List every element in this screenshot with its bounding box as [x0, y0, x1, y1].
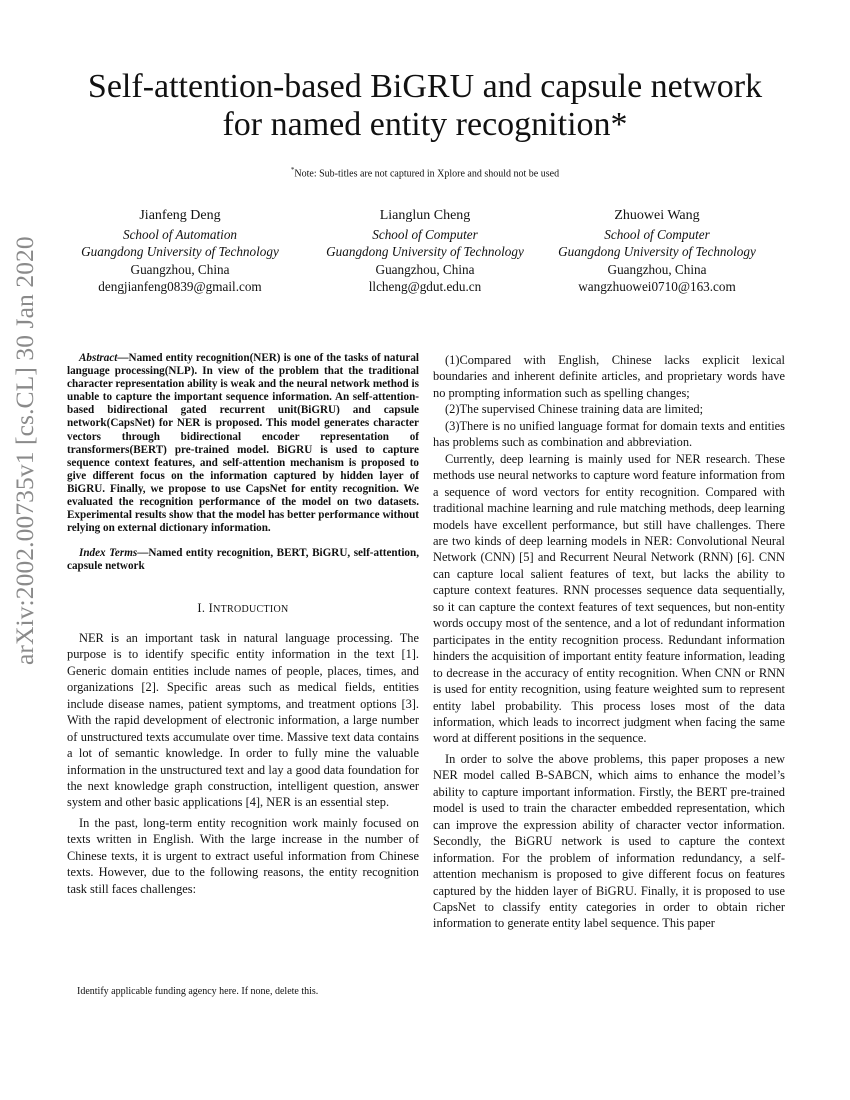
author-3: [537, 207, 777, 296]
paragraph: (1)Compared with English, Chinese lacks explicit lexical boundaries and inherent definite articles, and proprietary words have no prompting information such as spelling changes;: [433, 353, 785, 400]
funding-footnote: Identify applicable funding agency here. If none, delete this.: [77, 986, 319, 997]
paragraph: In order to solve the above problems, this paper proposes a new NER model called B-SABCN, which aims to enhance the model’s ability to capture important information. Firstly, the BERT pre-trained model is used to train the character embedded representation, which can improve the expression ability of character vector information. Secondly, the BiGRU network is used to capture the context information. For the problem of information redundancy, a self-attention mechanism is proposed to give different focus on features captured by the hidden layer of BiGRU. Finally, it is proposed to use CapsNet to classify entity categories in order to obtain richer information to generate entity label sequence. This paper: [433, 751, 785, 931]
index-terms: [67, 547, 419, 573]
author-dept: School of Automation: [122, 226, 238, 242]
note-text: Note: Sub-titles are not captured in Xplore and should not be used: [294, 168, 560, 180]
paragraph: Currently, deep learning is mainly used for NER research. These methods use neural networks to capture word feature information from a sequence of word vectors for entity recognition. Compared with traditional machine learning and rule matching methods, deep learning models have excellent performance, but still have challenges. There are two kinds of deep learning models in NER: Convolutional Neural Network (CNN) [5] and Recurrent Neural Network (RNN) [6]. CNN can capture local salient features of text, but lacks the ability to capture context features. RNN processes sequence data sequentially, so it can capture the context features of text sequences, but non-entity words occupy most of the sentence, and a lot of redundant information participates in the entity recognition process. Redundant information hinders the acquisition of important entity feature information, leading to decrease in the accuracy of entity recognition. When CNN or RNN is used for entity recognition, using feature weighted sum to represent entity label probability. This process loses most of the data information, which leads to incorrect judgment when facing the same word at different positions in the sequence.: [433, 451, 785, 746]
author-1: [60, 207, 300, 296]
section-numeral: I.: [197, 600, 209, 615]
paragraph: In the past, long-term entity recognition work mainly focused on texts written in English. With the large increase in the number of Chinese texts, it is urgent to extract useful information from Chinese texts. However, due to the following reasons, the entity recognition task still faces challenges:: [67, 815, 419, 896]
author-univ: Guangdong University of Technology: [81, 244, 279, 260]
author-dept: School of Computer: [372, 226, 478, 242]
author-name: Jianfeng Deng: [139, 208, 221, 223]
title-line-2: for named entity recognition*: [222, 106, 628, 143]
author-name: Lianglun Cheng: [379, 208, 471, 223]
paragraph: (2)The supervised Chinese training data are limited;: [445, 402, 704, 417]
author-name: Zhuowei Wang: [614, 208, 700, 223]
right-column: [433, 352, 785, 932]
paragraph: NER is an important task in natural language processing. The purpose is to identify specific entity information in the text [1]. Generic domain entities include names of people, places, times, and organizations [2]. Specific areas such as medical fields, entities include disease names, patient symptoms, and treatment options [3]. With the rapid development of electronic information, a large number of unstructured texts accumulate over time. Massive text data contains a lot of semantic knowledge. In order to fully mine the valuable information in the unstructured text and lay a good data foundation for the next knowledge graph construction, intelligent question, answer system and other basic applications [4], NER is an essential step.: [67, 630, 419, 810]
index-terms-text: —Named entity recognition, BERT, BiGRU, self-attention, capsule network: [67, 547, 419, 573]
paper-title: [0, 68, 850, 144]
author-city: Guangzhou, China: [375, 261, 475, 277]
author-univ: Guangdong University of Technology: [558, 244, 756, 260]
author-email: llcheng@gdut.edu.cn: [368, 279, 482, 295]
paragraph: (3)There is no unified language format for domain texts and entities has problems such as combination and abbreviation.: [433, 418, 785, 450]
subtitle-note: [0, 166, 850, 179]
title-line-1: Self-attention-based BiGRU and capsule network: [87, 68, 763, 105]
note-marker: *: [290, 166, 295, 174]
author-dept: School of Computer: [604, 226, 710, 242]
author-email: dengjianfeng0839@gmail.com: [98, 279, 262, 295]
author-city: Guangzhou, China: [607, 261, 707, 277]
abstract: [67, 352, 419, 535]
author-city: Guangzhou, China: [130, 261, 230, 277]
author-2: [305, 207, 545, 296]
abstract-label: Abstract: [79, 352, 118, 364]
left-column: [67, 352, 419, 897]
section-title-rest: NTRODUCTION: [213, 603, 289, 615]
abstract-text: —Named entity recognition(NER) is one of the tasks of natural language processing(NLP). In view of the problem that the traditional character representation ability is weak and the neural network method is unable to capture the important sequence information. An self-attention-based bidirectional gated recurrent unit(BiGRU) and capsule network(CapsNet) for NER is proposed. This model generates character vectors through bidirectional encoder representation of transformers(BERT) pre-trained model. BiGRU is used to capture sequence context features, and self-attention mechanism is proposed to give different focus on the information captured by hidden layer of BiGRU. Finally, we propose to use CapsNet for entity recognition. We evaluated the recognition performance of the model on two datasets. Experimental results show that the model has better performance without relying on external dictionary information.: [67, 352, 419, 535]
author-email: wangzhuowei0710@163.com: [578, 279, 736, 295]
author-univ: Guangdong University of Technology: [326, 244, 524, 260]
arxiv-identifier: arXiv:2002.00735v1 [cs.CL] 30 Jan 2020: [10, 236, 39, 665]
author-block: [60, 207, 790, 297]
section-initial: I: [208, 600, 214, 615]
section-heading-introduction: [67, 600, 419, 618]
index-terms-label: Index Terms: [79, 547, 138, 560]
